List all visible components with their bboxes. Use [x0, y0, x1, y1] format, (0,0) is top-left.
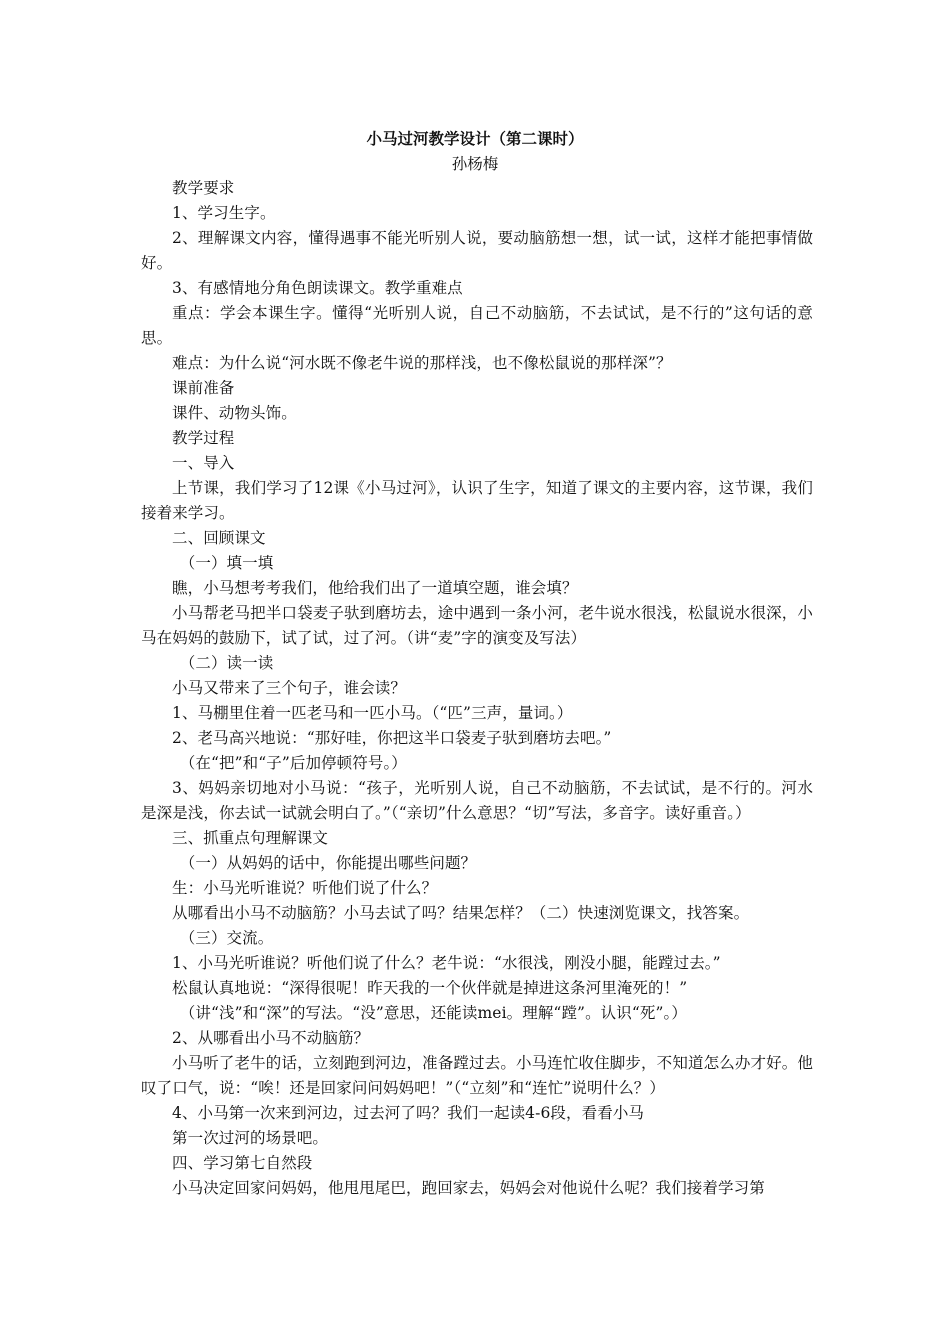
paragraph: 2、老马高兴地说：“那好哇，你把这半口袋麦子驮到磨坊去吧。” — [172, 729, 612, 747]
paragraph: 第一次过河的场景吧。 — [172, 1129, 329, 1147]
paragraph: （二）读一读 — [179, 654, 274, 672]
paragraph: 课件、动物头饰。 — [172, 404, 297, 422]
paragraph: 1、马棚里住着一匹老马和一匹小马。（“匹”三声，量词。） — [172, 704, 573, 722]
paragraph: 小马又带来了三个句子，谁会读？ — [172, 679, 407, 697]
paragraph: 三、抓重点句理解课文 — [172, 829, 329, 847]
paragraph: 小马决定回家问妈妈，他甩甩尾巴，跑回家去，妈妈会对他说什么呢？我们接着学习第 — [172, 1179, 765, 1197]
paragraph: 松鼠认真地说：“深得很呢！昨天我的一个伙伴就是掉进这条河里淹死的！” — [172, 979, 688, 997]
document-author: 孙杨梅 — [451, 155, 499, 173]
paragraph: （一）填一填 — [179, 554, 274, 572]
paragraph: 生：小马光听谁说？听他们说了什么？ — [172, 879, 438, 897]
paragraph: 瞧，小马想考考我们，他给我们出了一道填空题，谁会填？ — [172, 579, 578, 597]
paragraph: 一、导入 — [172, 454, 235, 472]
paragraph: 4、小马第一次来到河边，过去河了吗？我们一起读4-6段，看看小马 — [172, 1104, 645, 1122]
paragraph: 从哪看出小马不动脑筋？小马去试了吗？结果怎样？（二）快速浏览课文，找答案。 — [172, 904, 750, 922]
document-title: 小马过河教学设计（第二课时） — [366, 129, 584, 148]
paragraph: （讲“浅”和“深”的写法。“没”意思，还能读mei。理解“蹚”。认识“死”。） — [179, 1004, 687, 1022]
paragraph: 教学过程 — [172, 429, 235, 447]
paragraph: 上节课，我们学习了12课《小马过河》，认识了生字，知道了课文的主要内容，这节课，我们接着来学习。 — [141, 479, 813, 522]
paragraph: （一）从妈妈的话中，你能提出哪些问题？ — [179, 854, 477, 872]
paragraph: 小马帮老马把半口袋麦子驮到磨坊去，途中遇到一条小河，老牛说水很浅，松鼠说水很深，小马在妈妈的鼓励下，试了试，过了河。（讲“麦”字的演变及写法） — [141, 604, 813, 647]
paragraph: 2、理解课文内容，懂得遇事不能光听别人说，要动脑筋想一想，试一试，这样才能把事情做好。 — [141, 229, 813, 272]
paragraph: （三）交流。 — [179, 929, 274, 947]
paragraph: 重点：学会本课生字。懂得“光听别人说，自己不动脑筋，不去试试，是不行的”这句话的意思。 — [141, 304, 813, 347]
paragraph: 二、回顾课文 — [172, 529, 266, 547]
paragraph: 课前准备 — [172, 379, 235, 397]
paragraph: 2、从哪看出小马不动脑筋？ — [172, 1029, 370, 1047]
paragraph: 3、妈妈亲切地对小马说：“孩子，光听别人说，自己不动脑筋，不去试试，是不行的。河水是深是浅，你去试一试就会明白了。”（“亲切”什么意思？“切”写法，多音字。读好重音。） — [141, 779, 813, 822]
paragraph: 教学要求 — [172, 179, 235, 197]
paragraph: 3、有感情地分角色朗读课文。教学重难点 — [172, 279, 463, 297]
paragraph: 四、学习第七自然段 — [172, 1154, 313, 1172]
paragraph: 难点：为什么说“河水既不像老牛说的那样浅，也不像松鼠说的那样深”？ — [172, 354, 672, 372]
document-body — [141, 176, 813, 1201]
paragraph: （在“把”和“子”后加停顿符号。） — [179, 754, 407, 772]
paragraph: 1、学习生字。 — [172, 204, 276, 222]
paragraph: 1、小马光听谁说？听他们说了什么？老牛说：“水很浅，刚没小腿，能蹚过去。” — [172, 954, 721, 972]
paragraph: 小马听了老牛的话，立刻跑到河边，准备蹚过去。小马连忙收住脚步，不知道怎么办才好。他叹了口气，说：“唉！还是回家问问妈妈吧！”（“立刻”和“连忙”说明什么？） — [141, 1054, 813, 1097]
